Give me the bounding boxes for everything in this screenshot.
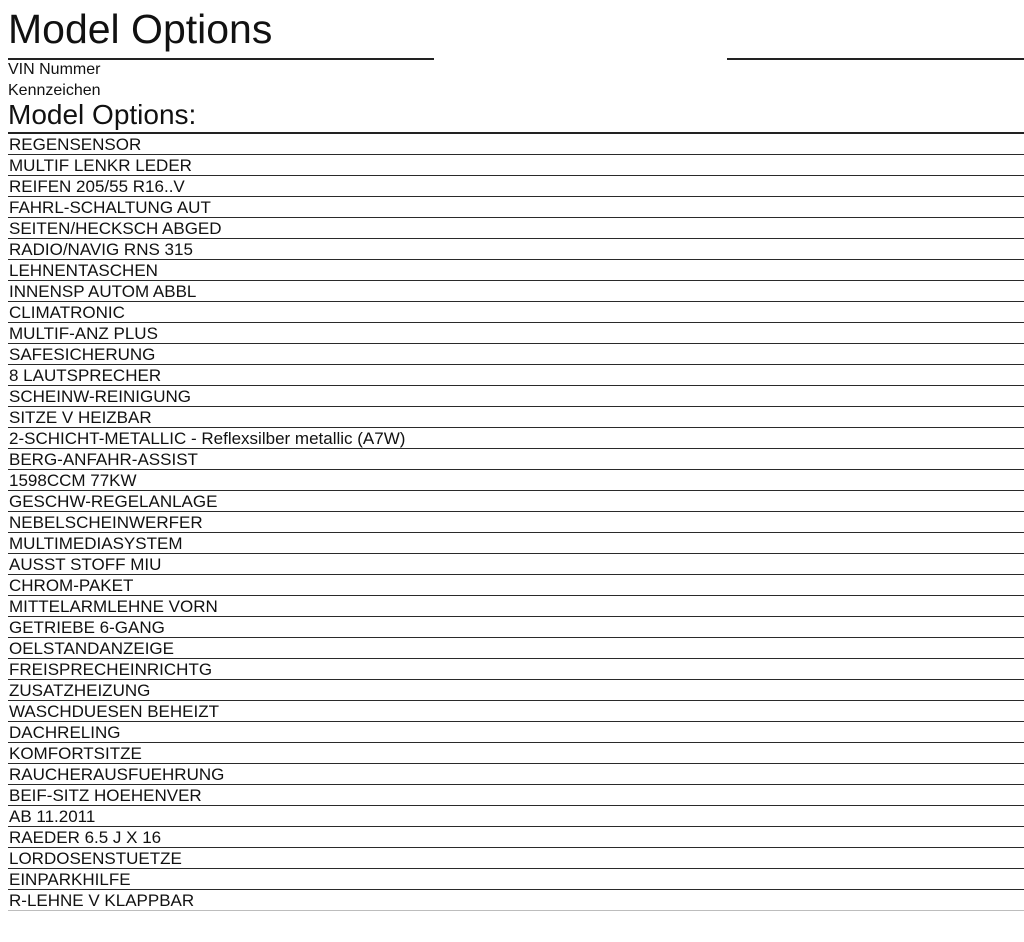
option-row: DACHRELING	[8, 722, 1024, 743]
option-row: GETRIEBE 6-GANG	[8, 617, 1024, 638]
option-row: INNENSP AUTOM ABBL	[8, 281, 1024, 302]
option-row: 8 LAUTSPRECHER	[8, 365, 1024, 386]
option-row: R-LEHNE V KLAPPBAR	[8, 890, 1024, 911]
option-row: RADIO/NAVIG RNS 315	[8, 239, 1024, 260]
option-row: BERG-ANFAHR-ASSIST	[8, 449, 1024, 470]
option-row: KOMFORTSITZE	[8, 743, 1024, 764]
option-row: FREISPRECHEINRICHTG	[8, 659, 1024, 680]
option-row: ZUSATZHEIZUNG	[8, 680, 1024, 701]
option-row: MULTIF LENKR LEDER	[8, 155, 1024, 176]
option-row: SITZE V HEIZBAR	[8, 407, 1024, 428]
option-row: LEHNENTASCHEN	[8, 260, 1024, 281]
option-row: MULTIMEDIASYSTEM	[8, 533, 1024, 554]
option-row: MITTELARMLEHNE VORN	[8, 596, 1024, 617]
license-plate-label: Kennzeichen	[8, 82, 101, 99]
options-list	[8, 132, 1024, 911]
option-row: GESCHW-REGELANLAGE	[8, 491, 1024, 512]
section-heading: Model Options:	[8, 99, 197, 130]
option-row: SCHEINW-REINIGUNG	[8, 386, 1024, 407]
option-row: REGENSENSOR	[8, 134, 1024, 155]
page-title: Model Options	[8, 6, 273, 52]
option-row: SEITEN/HECKSCH ABGED	[8, 218, 1024, 239]
option-row: RAUCHERAUSFUEHRUNG	[8, 764, 1024, 785]
option-row: 1598CCM 77KW	[8, 470, 1024, 491]
option-row: SAFESICHERUNG	[8, 344, 1024, 365]
option-row: CLIMATRONIC	[8, 302, 1024, 323]
title-underline-right	[727, 58, 1024, 60]
option-row: RAEDER 6.5 J X 16	[8, 827, 1024, 848]
option-row: BEIF-SITZ HOEHENVER	[8, 785, 1024, 806]
option-row: AB 11.2011	[8, 806, 1024, 827]
option-row: CHROM-PAKET	[8, 575, 1024, 596]
option-row: 2-SCHICHT-METALLIC - Reflexsilber metallic (A7W)	[8, 428, 1024, 449]
option-row: AUSST STOFF MIU	[8, 554, 1024, 575]
option-row: LORDOSENSTUETZE	[8, 848, 1024, 869]
option-row: MULTIF-ANZ PLUS	[8, 323, 1024, 344]
option-row: FAHRL-SCHALTUNG AUT	[8, 197, 1024, 218]
option-row: WASCHDUESEN BEHEIZT	[8, 701, 1024, 722]
option-row: OELSTANDANZEIGE	[8, 638, 1024, 659]
option-row: NEBELSCHEINWERFER	[8, 512, 1024, 533]
vin-label: VIN Nummer	[8, 61, 101, 78]
option-row: EINPARKHILFE	[8, 869, 1024, 890]
option-row: REIFEN 205/55 R16..V	[8, 176, 1024, 197]
